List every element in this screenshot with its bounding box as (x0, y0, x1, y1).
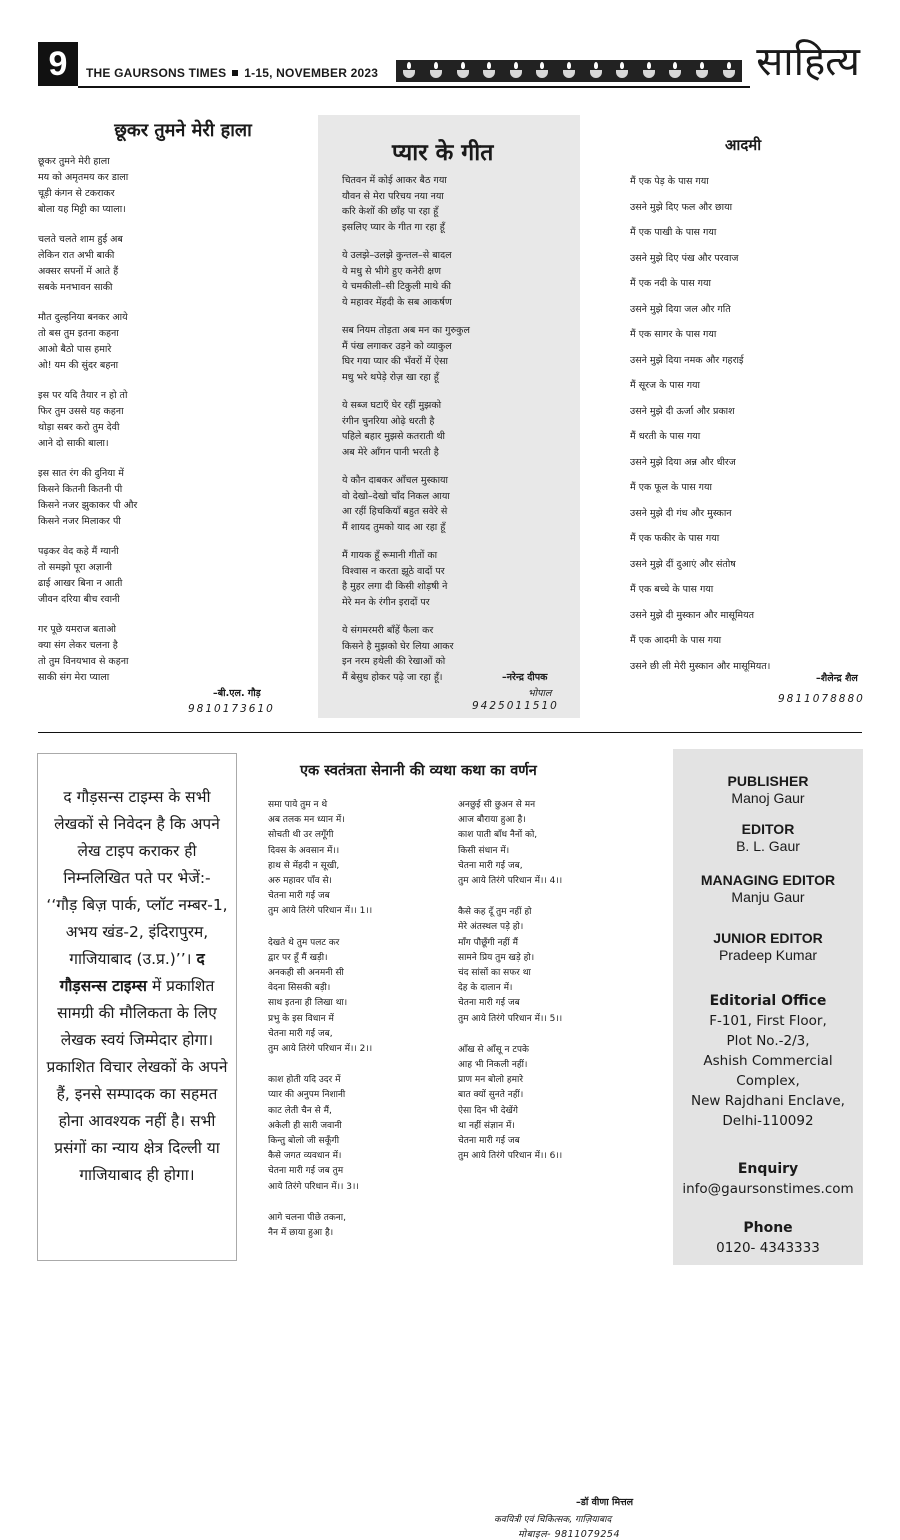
poem-line: अक्सर सपनों में आते हैं (38, 266, 119, 277)
poem-line: काट लेती चैन से मैं, (268, 1105, 332, 1116)
author-phone: 9810173610 (188, 703, 275, 715)
poem-line: अब मेरे आँगन पानी भरती है (342, 446, 439, 458)
editorial-office-block (673, 991, 863, 1131)
stanza (458, 1043, 638, 1165)
role-label: PUBLISHER (727, 773, 809, 789)
poem-line: चेतना मारी गई जब (268, 891, 330, 902)
poem-line: देह के दालान में। (458, 983, 513, 994)
poem-line: है मुहर लगा दी किसी शोड़षी ने (342, 581, 448, 592)
poem-line: आये तिरंगे परिधान में।। 3।। (268, 1181, 359, 1192)
poem-line: मैं पंख लगाकर उड़ने को व्याकुल (342, 340, 452, 352)
poem-line: आने दो साकी बाला। (38, 438, 109, 449)
poem-line: साकी संग मेरा प्याला (38, 672, 110, 683)
diya-icon (403, 70, 415, 78)
poem-line: छूकर तुमने मेरी हाला (38, 156, 110, 167)
poem-line: अनछुई सी छुअन से मन (458, 800, 536, 810)
stanza (342, 548, 572, 610)
poem-line: आह भी निकली नहीं। (458, 1060, 528, 1071)
poem-line: किसने नजर मिलाकर पी (38, 516, 121, 527)
poem-line: आज बौराया हुआ है। (458, 815, 526, 826)
diya-icon (669, 70, 681, 78)
poem-title: प्यार के गीत (392, 139, 494, 166)
poem-line: अरु महावर पाँव से। (268, 876, 332, 887)
poem-line: मधु भरे थपेड़े रोज़ खा रहा हूँ (342, 371, 439, 383)
poem-line: चेतना मारी गई जब (458, 998, 520, 1009)
poem-line: रंगीन चुनरिया ओढ़े धरती है (342, 415, 435, 427)
diya-icon (430, 70, 442, 78)
poem-line: यौवन से मेरा परिचय नया नया (342, 190, 444, 202)
poem-line: उसने मुझे दी गंध और मुस्कान (630, 507, 732, 519)
poem-line: तुम आये तिरंगे परिधान में।। 4।। (458, 876, 563, 887)
notice-text (46, 784, 228, 1189)
person-name: Manoj Gaur (731, 790, 805, 806)
phone-number: 0120- 4343333 (716, 1240, 820, 1256)
poem-line: मैं एक नदी के पास गया (630, 278, 712, 289)
poem-line: ओ! यम की सुंदर बहना (38, 360, 119, 371)
stanza (38, 310, 278, 374)
notice-text-part: द गौड़सन्स टाइम्स के सभी लेखकों से निवेदन है कि अपने लेख टाइप कराकर ही निम्नलिखित पते पर भेजें:- ‘‘गौड़ बिज़ पार्क, प्लॉट नम्बर-1, अभय खंड-2, इंदिरापुरम, गाजियाबाद (उ.प्र.)’’। (46, 788, 228, 968)
poem-line: ये महावर मेंहदी के सब आकर्षण (342, 296, 452, 308)
poem-line: मैं बेसुध होकर पढ़े जा रहा हूँ। (342, 671, 443, 683)
poem-line: ऐसा दिन भी देखेंगे (458, 1105, 518, 1116)
poem-line: मैं एक फकीर के पास गया (630, 533, 720, 544)
address-line: New Rajdhani Enclave, (691, 1093, 845, 1109)
poem-line: अब तलक मन ध्यान में। (268, 815, 345, 826)
publication-bold-name: द गौड़सन्स टाइम्स (59, 950, 205, 995)
poem-line: प्राण मन बोलो हमारे (458, 1075, 523, 1086)
poem-line: तुम आये तिरंगे परिधान में।। 6।। (458, 1151, 563, 1162)
stanza (268, 936, 448, 1058)
enquiry-email[interactable]: info@gaursonstimes.com (682, 1181, 854, 1197)
stanza (38, 466, 278, 530)
poem-author: –बी.एल. गौड़ (213, 688, 261, 699)
poem-line: विश्वास न करता झूठे वादों पर (342, 565, 445, 577)
poem-line: किसने नजर झुकाकर पी और (38, 500, 138, 511)
poem-line: सबके मनभावन साकी (38, 282, 113, 293)
poem-line: करि केशों की छाँह पा रहा हूँ (342, 206, 439, 217)
section-title: साहित्य (756, 39, 860, 85)
poem-line: मैं सूरज के पास गया (630, 380, 701, 391)
junior-editor-block (673, 930, 863, 964)
stanza (342, 398, 572, 460)
poem-line: सोचती थी उर लगूँगी (268, 830, 334, 841)
poem-line: घिर गया प्यार की भँवरों में ऐसा (342, 356, 448, 367)
role-label: JUNIOR EDITOR (713, 930, 823, 946)
poem-line: मैं एक बच्चे के पास गया (630, 584, 714, 595)
poem-line: उसने मुझे दिया अन्न और धीरज (630, 456, 736, 468)
stanza (342, 323, 572, 385)
poem-line: मेरे मन के रंगीन इरादों पर (342, 596, 430, 608)
poem-line: मैं धरती के पास गया (630, 431, 701, 442)
office-address (673, 1011, 863, 1131)
poem-line: आ रहीं हिचकियाँ बहुत सवेरे से (342, 506, 448, 517)
stanza (268, 1211, 448, 1241)
stanza (38, 154, 278, 218)
poem-author: –नरेन्द्र दीपक (502, 672, 548, 683)
poem-line: चेतना मारी गई जब तुम (268, 1166, 344, 1177)
poem-line: द्वार पर हूँ मैं खड़ी। (268, 952, 328, 963)
poem-line: माँग पौछूँगी नहीं मैं (458, 937, 518, 948)
poem-line: बोला यह मिट्टी का प्याला। (38, 204, 126, 215)
poem-line: तो तुम विनयभाव से कहना (38, 656, 129, 667)
square-bullet-icon (232, 70, 238, 76)
story-author: –डॉ वीणा मित्तल (576, 1497, 634, 1508)
poem-line: किसने है मुझको घेर लिया आकर (342, 640, 454, 652)
story-column-2 (458, 798, 638, 1180)
publisher-block (673, 773, 863, 807)
stanza (342, 173, 572, 235)
poem-line: मैं एक सागर के पास गया (630, 329, 717, 340)
poem-line: काश पाती बाँध नैनों को, (458, 830, 538, 841)
stanza (268, 798, 448, 920)
enquiry-block (673, 1159, 863, 1199)
poem-line: किसी संधान में। (458, 845, 510, 856)
address-line: Complex, (736, 1073, 800, 1089)
poem-line: तुम आये तिरंगे परिधान में।। 1।। (268, 906, 373, 917)
person-name: Manju Gaur (731, 889, 805, 905)
publication-name: THE GAURSONS TIMES (86, 66, 227, 80)
story-author-mobile: मोबाइल- 9811079254 (518, 1529, 621, 1540)
poem-line: इन नरम हथेली की रेखाओं को (342, 656, 446, 667)
poem-line: ये संगमरमरी बाँहें फैला कर (342, 625, 434, 636)
poem-line: मैं शायद तुमको याद आ रहा हूँ (342, 521, 446, 533)
poem-line: प्रभु के इस विधान में (268, 1013, 334, 1024)
issue-date: 1-15, NOVEMBER 2023 (244, 66, 379, 80)
poem-line: चलते चलते शाम हुई अब (38, 234, 123, 245)
diya-icon (590, 70, 602, 78)
poem-line: वेदना सिसकी बड़ी। (268, 983, 331, 994)
stanza (342, 473, 572, 535)
poem-line: चेतना मारी गई जब (458, 1136, 520, 1147)
diya-icon (510, 70, 522, 78)
poem-line: था नहीं संज्ञान में। (458, 1120, 515, 1131)
diya-icon (616, 70, 628, 78)
office-heading: Editorial Office (709, 993, 827, 1009)
person-name: Pradeep Kumar (718, 947, 818, 963)
poem-line: साथ इतना ही लिखा था। (268, 998, 348, 1009)
poem-line: उसने मुझे दी ऊर्जा और प्रकाश (630, 405, 735, 417)
poem-line: तुम आये तिरंगे परिधान में।। 2।। (268, 1044, 373, 1055)
poem-line: तुम आये तिरंगे परिधान में।। 5।। (458, 1013, 563, 1024)
poem-line: लेकिन रात अभी बाकी (38, 250, 115, 261)
diya-icon (536, 70, 548, 78)
author-city: भोपाल (528, 688, 552, 699)
poem-line: मैं एक आदमी के पास गया (630, 635, 722, 646)
authors-notice-box (37, 753, 237, 1261)
stanza (342, 248, 572, 310)
diya-lamps-banner (396, 60, 742, 82)
address-line: Plot No.-2/3, (726, 1033, 810, 1049)
poem-line: इसलिए प्यार के गीत गा रहा हूँ (342, 221, 445, 233)
poem-line: उसने मुझे दिए पंख और परवाज (630, 252, 739, 264)
poem-line: तो बस तुम इतना कहना (38, 328, 119, 339)
poem-line: समा पाये तुम न थे (268, 800, 328, 810)
notice-text-part: में प्रकाशित सामग्री की मौलिकता के लिए लेखक स्वयं जिम्मेदार होगा। प्रकाशित विचार लेखकों के अपने हैं, इनसे सम्पादक का सहमत होना आवश्यक नहीं है। सभी प्रसंगों का न्याय क्षेत्र दिल्ली या गाजियाबाद ही होगा। (46, 977, 228, 1184)
poem-line: प्यार की अनुपम निशानी (268, 1090, 346, 1101)
poem-author: –शैलेन्द्र शैल (816, 673, 858, 684)
poem-line: ये सब्ज घटाएँ घेर रहीं मुझको (342, 400, 442, 411)
masthead (86, 66, 378, 80)
diya-icon (723, 70, 735, 78)
poem-line: ढाई आखर बिना न आती (38, 578, 123, 589)
poem-line: ये चमकीली–सी टिकुली माथे की (342, 281, 452, 292)
story-author-affiliation: कवयित्री एवं चिकित्सक, गाज़ियाबाद (494, 1515, 612, 1525)
poem-line: थोड़ा सबर करो तुम देवी (38, 422, 120, 433)
stanza (38, 622, 278, 686)
poem-body (38, 154, 278, 686)
poem-title: आदमी (725, 136, 762, 154)
poem-line: उसने मुझे दीं दुआएं और संतोष (630, 558, 736, 570)
stanza (458, 905, 638, 1027)
poem-line: आँख से आँसू न टपके (458, 1044, 529, 1055)
poem-line: ये मधु से भीगे हुए कनेरी क्षण (342, 265, 441, 277)
poem-line: चेतना मारी गई जब, (268, 1028, 333, 1039)
stanza (458, 798, 638, 889)
poem-line: उसने मुझे दिए फल और छाया (630, 201, 733, 213)
story-title: एक स्वतंत्रता सेनानी की व्यथा कथा का वर्णन (300, 763, 537, 779)
poem-pyar-ke-geet (342, 135, 572, 712)
poem-line: पढ़कर वेद कहे मैं ग्यानी (38, 546, 119, 557)
poem-line: सामने प्रिय तुम खड़े हो। (458, 952, 535, 963)
poem-body (630, 169, 870, 679)
story-poem (268, 760, 648, 1540)
poem-line: अनकही सी अनमनी सी (268, 968, 344, 979)
poem-line: कैसे कह दूँ तुम नहीं हो (458, 907, 532, 918)
stanza (268, 1073, 448, 1195)
poem-line: गर पूछे यमराज बताओ (38, 624, 116, 635)
editor-block (673, 821, 863, 855)
poem-line: जीवन दरिया बीच रवानी (38, 594, 120, 605)
story-column-1 (268, 798, 448, 1257)
poem-line: वो देखो–देखो चाँद निकल आया (342, 490, 450, 502)
poem-line: पहिले बहार मुझसे कतराती थी (342, 431, 445, 442)
diya-icon (483, 70, 495, 78)
section-divider (38, 732, 862, 733)
poem-line: आगे चलना पीछे तकना, (268, 1212, 346, 1223)
poem-line: देखते थे तुम पलट कर (268, 937, 340, 948)
poem-line: किन्तु बोलो जी सकूँगी (268, 1136, 340, 1147)
poem-line: मौत दुल्हनिया बनकर आये (38, 312, 128, 323)
poem-line: मैं एक फूल के पास गया (630, 482, 712, 493)
person-name: B. L. Gaur (736, 838, 800, 854)
poem-line: आओ बैठो पास हमारे (38, 344, 112, 355)
poem-line: इस पर यदि तैयार न हो तो (38, 390, 128, 401)
poem-aadmi (630, 135, 870, 705)
poem-line: चंद सांसों का सफर था (458, 968, 531, 979)
diya-icon (457, 70, 469, 78)
poem-title: छूकर तुमने मेरी हाला (114, 120, 252, 141)
poem-line: किसने कितनी कितनी पी (38, 484, 123, 495)
author-phone: 9425011510 (472, 700, 559, 712)
poem-line: चितवन में कोई आकर बैठ गया (342, 175, 447, 186)
poem-line: काश होती यदि उदर में (268, 1075, 341, 1086)
managing-editor-block (673, 872, 863, 906)
poem-line: अकेली ही सारी जवानी (268, 1120, 342, 1131)
page-number: 9 (38, 42, 78, 86)
phone-block (673, 1218, 863, 1258)
role-label: EDITOR (741, 821, 795, 837)
poem-line: क्या संग लेकर चलना है (38, 640, 118, 651)
poem-line: फिर तुम उससे यह कहना (38, 406, 124, 417)
diya-icon (696, 70, 708, 78)
poem-body (342, 173, 572, 685)
stanza (38, 232, 278, 296)
phone-heading: Phone (743, 1220, 793, 1236)
poem-line: ये उलझे–उलझे कुन्तल–से बादल (342, 250, 452, 261)
address-line: Ashish Commercial (703, 1053, 833, 1069)
poem-line: सब नियम तोड़ता अब मन का गुरुकुल (342, 325, 470, 336)
poem-line: मय को अमृतमय कर डाला (38, 172, 129, 183)
poem-line: चूड़ी कंगन से टकराकर (38, 188, 115, 199)
poem-line: चेतना मारी गई जब, (458, 860, 523, 871)
enquiry-heading: Enquiry (737, 1161, 799, 1177)
poem-chhookar (38, 118, 278, 715)
poem-line: उसने मुझे दी मुस्कान और मासूमियत (630, 609, 755, 621)
poem-line: बात क्यों सुनते नहीं। (458, 1090, 524, 1101)
poem-line: उसने छी ली मेरी मुस्कान और मासूमियत। (630, 660, 771, 672)
stanza (38, 388, 278, 452)
poem-line: मैं एक पेड़ के पास गया (630, 176, 709, 187)
poem-line: दिवस के अवसान में।। (268, 845, 340, 856)
address-line: F-101, First Floor, (709, 1013, 827, 1029)
stanza (38, 544, 278, 608)
poem-line: मेरे अंतस्थल पड़े हो। (458, 922, 524, 933)
diya-icon (643, 70, 655, 78)
poem-line: मैं गायक हूँ रूमानी गीतों का (342, 550, 438, 561)
poem-line: तो समझो पूरा अज्ञानी (38, 562, 112, 573)
author-phone: 9811078880 (778, 693, 865, 705)
poem-line: ये कौन दाबकर आँचल मुस्काया (342, 475, 449, 486)
poem-line: नैन में छाया हुआ है। (268, 1228, 334, 1239)
poem-line: हाथ से मेंहदी न सूखी, (268, 860, 340, 871)
poem-line: उसने मुझे दिया नमक और गहराई (630, 354, 744, 366)
staff-box (673, 749, 863, 1265)
poem-line: कैसे जगत व्यवधान में। (268, 1151, 342, 1162)
address-line: Delhi-110092 (722, 1113, 814, 1129)
diya-icon (563, 70, 575, 78)
poem-line: मैं एक पाखी के पास गया (630, 227, 717, 238)
poem-line: इस सात रंग की दुनिया में (38, 468, 124, 479)
role-label: MANAGING EDITOR (700, 872, 836, 888)
poem-line: उसने मुझे दिया जल और गति (630, 303, 731, 315)
header-rule (78, 86, 750, 88)
